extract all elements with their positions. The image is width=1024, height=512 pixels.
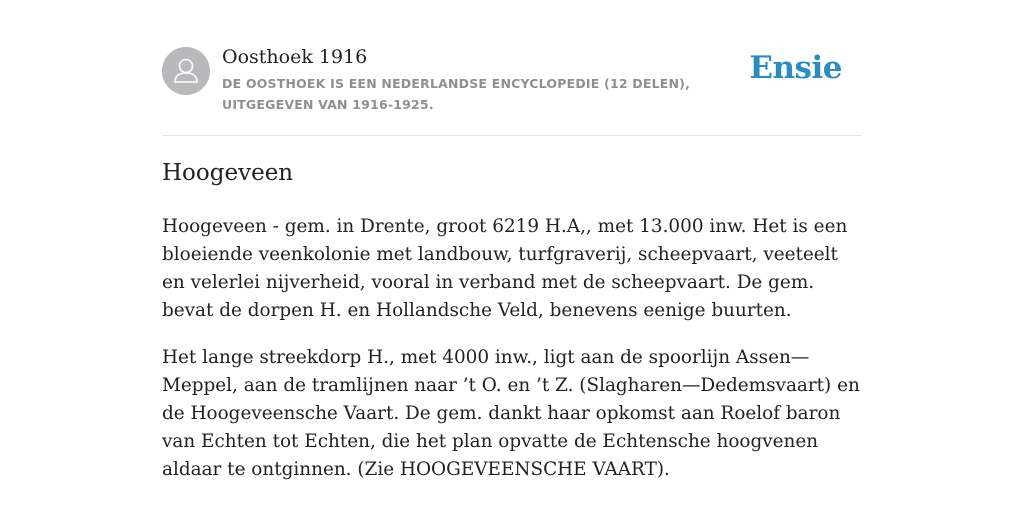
source-name-link[interactable]: Oosthoek 1916 bbox=[222, 46, 368, 68]
source-description: DE OOSTHOEK IS EEN NEDERLANDSE ENCYCLOPEDIE (12 DELEN), UITGEGEVEN VAN 1916-1925. bbox=[222, 76, 691, 112]
page-container bbox=[162, 0, 862, 480]
user-icon bbox=[162, 47, 210, 95]
source-avatar[interactable] bbox=[162, 47, 210, 95]
article-paragraph: Hoogeveen - gem. in Drente, groot 6219 H.A,, met 13.000 inw. Het is een bloeiende veenkolonie met landbouw, turfgraverij, scheepvaart, veeteelt en velerlei nijverheid, vooral in verband met de scheepvaart. De gem. bevat de dorpen H. en Hollandsche Veld, benevens eenige buurten. bbox=[162, 216, 848, 321]
article-title: Hoogeveen bbox=[162, 160, 294, 186]
article-paragraph: Het lange streekdorp H., met 4000 inw., ligt aan de spoorlijn Assen—Meppel, aan de tramlijnen naar ’t O. en ’t Z. (Slagharen—Dedemsvaart) en de Hoogeveensche Vaart. De gem. dankt haar opkomst aan Roelof baron van Echten tot Echten, die het plan opvatte de Echtensche hoogvenen aldaar te ontginnen. (Zie HOOGEVEENSCHE VAART). bbox=[162, 347, 860, 480]
ensie-logo[interactable]: Ensie bbox=[749, 50, 842, 86]
source-header bbox=[162, 0, 862, 136]
article-body bbox=[162, 213, 862, 503]
